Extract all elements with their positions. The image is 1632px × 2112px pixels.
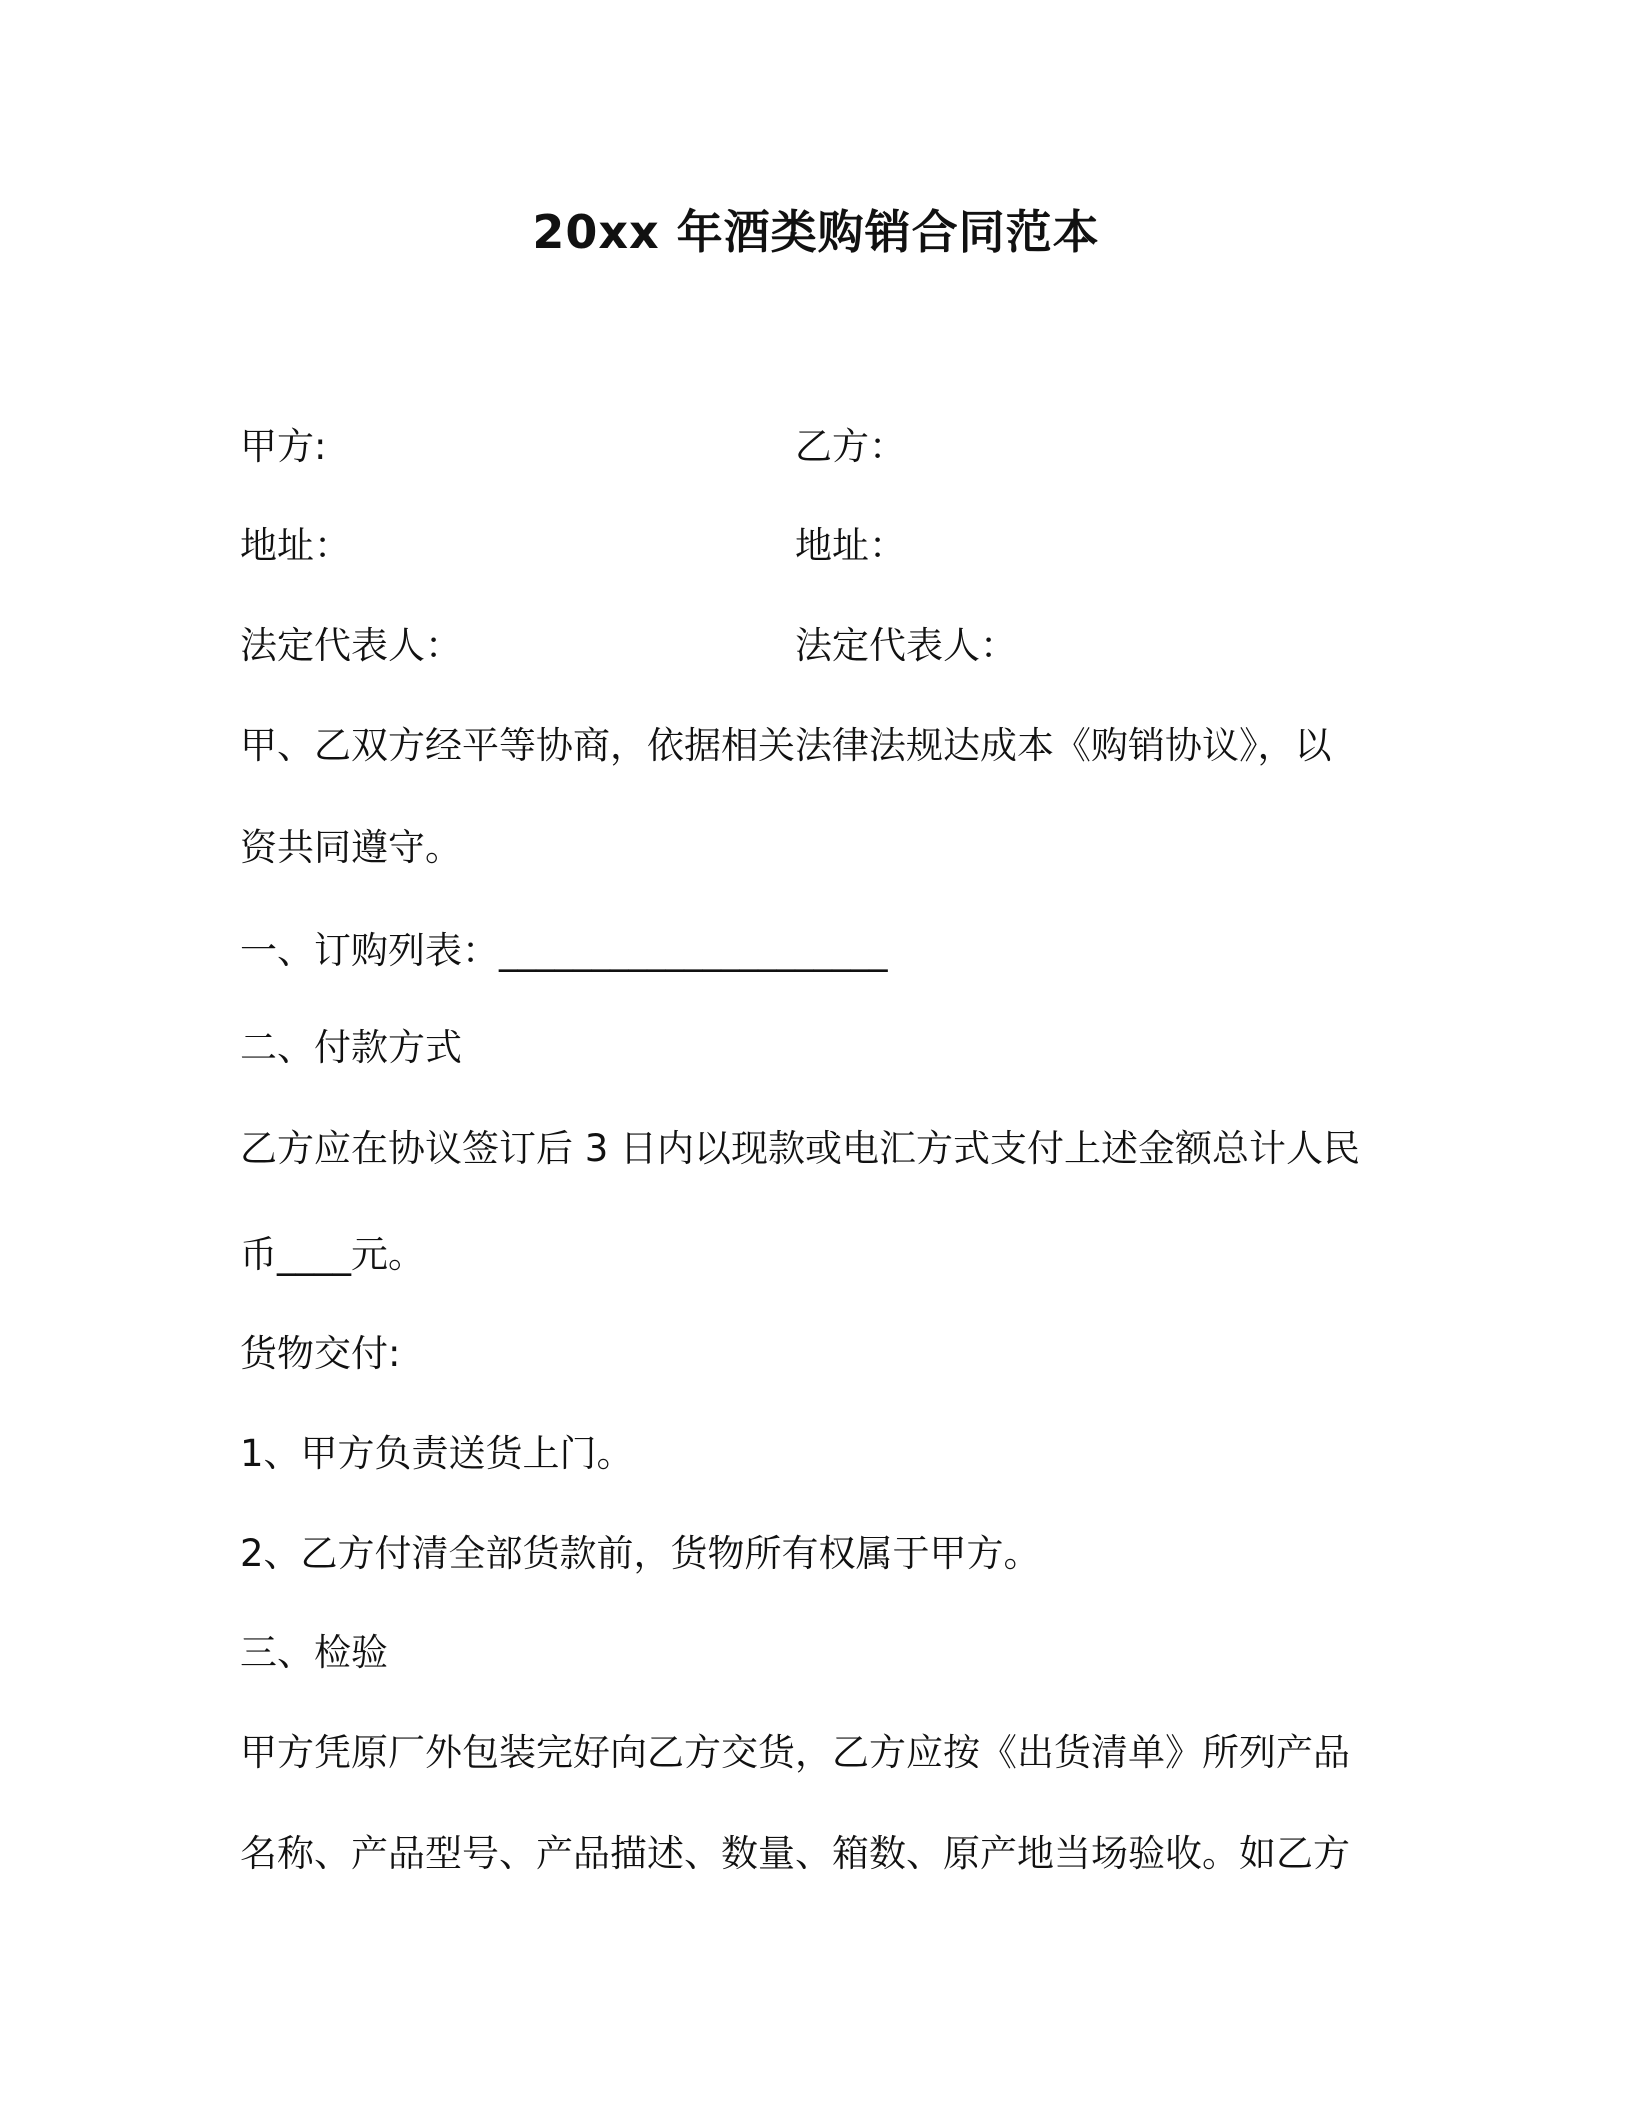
payment-paragraph-line-2: 币____元。 [240,1233,425,1276]
inspection-paragraph-line-2: 名称、产品型号、产品描述、数量、箱数、原产地当场验收。如乙方 [240,1832,1350,1875]
delivery-item-2: 2、乙方付清全部货款前，货物所有权属于甲方。 [240,1532,1041,1575]
party-a-label: 甲方: [240,425,327,468]
address-a-label: 地址： [240,524,351,567]
legal-rep-b-label: 法定代表人： [795,624,1017,667]
delivery-item-1: 1、甲方负责送货上门。 [240,1432,634,1475]
section-2-heading: 二、付款方式 [240,1026,462,1069]
delivery-heading: 货物交付: [240,1332,401,1375]
intro-paragraph-line-1: 甲、乙双方经平等协商，依据相关法律法规达成本《购销协议》，以 [240,724,1332,767]
document-title: 20xx 年酒类购销合同范本 [532,205,1100,259]
section-3-heading: 三、检验 [240,1631,388,1674]
payment-paragraph-line-1: 乙方应在协议签订后 3 日内以现款或电汇方式支付上述金额总计人民 [240,1127,1361,1170]
section-1-heading: 一、订购列表：_____________________ [240,929,888,972]
intro-paragraph-line-2: 资共同遵守。 [240,826,462,869]
legal-rep-a-label: 法定代表人： [240,624,462,667]
party-b-label: 乙方： [795,425,906,468]
address-b-label: 地址： [795,524,906,567]
inspection-paragraph-line-1: 甲方凭原厂外包装完好向乙方交货，乙方应按《出货清单》所列产品 [240,1731,1350,1774]
